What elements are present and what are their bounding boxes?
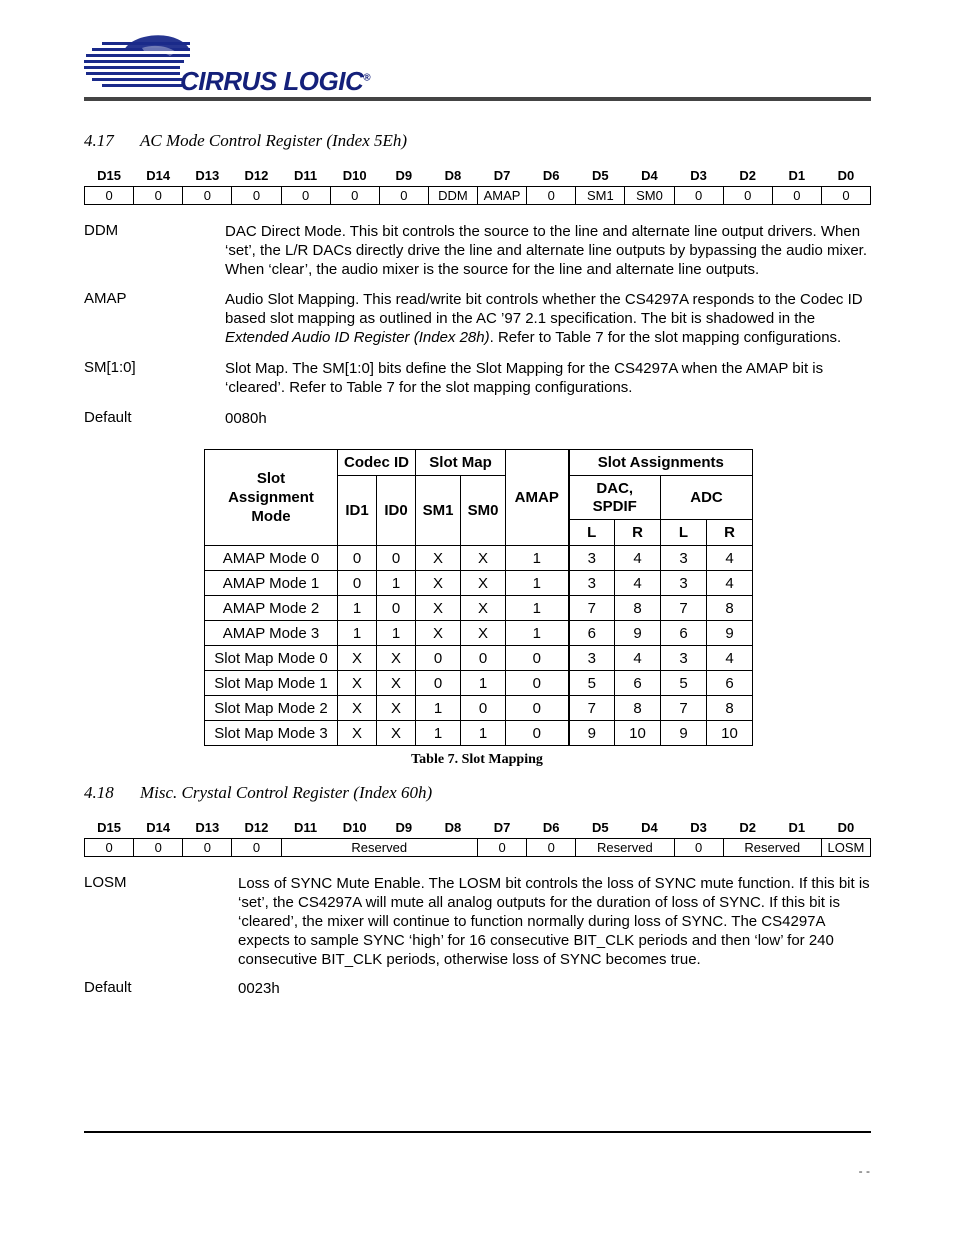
table-cell: X: [377, 696, 416, 721]
bit-value: Reserved: [576, 839, 674, 857]
table-cell: X: [338, 721, 377, 746]
table-cell: 0: [506, 721, 569, 746]
bit-header: D11: [293, 820, 318, 835]
header-sm0: SM0: [461, 476, 506, 546]
bit-header: D11: [293, 168, 318, 183]
table-cell: 8: [615, 596, 661, 621]
default-value-1: 0080h: [225, 410, 267, 427]
table-row: [205, 671, 753, 696]
bit-header: D13: [195, 820, 220, 835]
logo-wordmark: CIRRUS LOGIC®: [180, 66, 371, 96]
mode-name-cell: Slot Map Mode 2: [205, 696, 338, 721]
table-row: [205, 546, 753, 571]
bit-header: D4: [641, 168, 658, 183]
def-term-ddm: DDM: [84, 222, 119, 239]
table-cell: X: [461, 571, 506, 596]
table-cell: 7: [661, 596, 707, 621]
header-adc-l: L: [661, 520, 707, 546]
table-cell: 6: [569, 621, 615, 646]
bit-value: AMAP: [478, 187, 527, 205]
bit-value: 0: [379, 187, 428, 205]
bit-value: 0: [183, 187, 232, 205]
table-cell: 0: [338, 546, 377, 571]
bit-value: 0: [281, 187, 330, 205]
section-title-4-17: 4.17 AC Mode Control Register (Index 5Eh): [84, 131, 408, 150]
table-cell: 1: [506, 596, 569, 621]
bit-value: SM0: [625, 187, 674, 205]
bit-value: 0: [330, 187, 379, 205]
table-cell: 10: [707, 721, 753, 746]
table-cell: X: [416, 546, 461, 571]
table-cell: 10: [615, 721, 661, 746]
bit-value: 0: [134, 839, 183, 857]
page-number: - -: [858, 1164, 870, 1178]
mode-name-cell: Slot Map Mode 1: [205, 671, 338, 696]
table-cell: 4: [615, 546, 661, 571]
header-dac: DAC, SPDIF: [569, 476, 661, 520]
bit-header: D6: [542, 168, 560, 183]
table-cell: 0: [461, 696, 506, 721]
bit-value: DDM: [428, 187, 477, 205]
header-adc-r: R: [707, 520, 753, 546]
def-term-sm: SM[1:0]: [84, 359, 136, 376]
bit-value: 0: [674, 839, 723, 857]
bit-header: D13: [195, 168, 220, 183]
table-cell: 0: [416, 671, 461, 696]
header-adc: ADC: [661, 476, 753, 520]
bit-value: LOSM: [821, 839, 870, 857]
table-cell: X: [377, 721, 416, 746]
header-id1: ID1: [338, 476, 377, 546]
ac-mode-bit-table: [84, 168, 871, 205]
bit-header: D10: [342, 168, 367, 183]
bit-header: D12: [244, 168, 269, 183]
table-cell: X: [461, 546, 506, 571]
table-cell: 4: [707, 646, 753, 671]
header-slot-map: Slot Map: [416, 450, 506, 476]
table-cell: 5: [569, 671, 615, 696]
mode-name-cell: AMAP Mode 0: [205, 546, 338, 571]
bit-value: 0: [183, 839, 232, 857]
bit-value: 0: [723, 187, 772, 205]
bit-header: D15: [97, 820, 121, 835]
table-cell: 6: [661, 621, 707, 646]
bit-value: 0: [232, 187, 281, 205]
bit-header: D3: [690, 168, 707, 183]
section-title-4-18: 4.18 Misc. Crystal Control Register (Index 60h): [84, 783, 433, 802]
def-body-sm: Slot Map. The SM[1:0] bits define the Slot Mapping for the CS4297A when the AMAP bit is ‘cleared’. Refer to Table 7 for the slot mapping configurations.: [225, 360, 824, 396]
table-cell: X: [338, 646, 377, 671]
bit-value: 0: [674, 187, 723, 205]
def-term-losm: LOSM: [84, 874, 127, 891]
table-cell: 0: [377, 596, 416, 621]
bit-header: D2: [739, 820, 756, 835]
table-cell: 4: [615, 646, 661, 671]
bit-header: D1: [788, 820, 806, 835]
table-cell: 1: [461, 721, 506, 746]
table-cell: X: [338, 696, 377, 721]
table-caption: Table 7. Slot Mapping: [411, 752, 543, 767]
bit-header: D7: [493, 820, 511, 835]
bit-value: Reserved: [723, 839, 821, 857]
table-cell: 1: [416, 721, 461, 746]
bit-header: D14: [146, 820, 171, 835]
table-cell: 3: [569, 546, 615, 571]
table-cell: 9: [615, 621, 661, 646]
table-cell: 3: [569, 646, 615, 671]
bit-header: D8: [444, 168, 462, 183]
table-cell: 1: [416, 696, 461, 721]
bit-header: D14: [146, 168, 171, 183]
table-row: [205, 571, 753, 596]
table-cell: X: [461, 596, 506, 621]
table-row: [205, 721, 753, 746]
mode-name-cell: AMAP Mode 2: [205, 596, 338, 621]
bit-header: D9: [395, 820, 413, 835]
bit-header: D15: [97, 168, 121, 183]
bit-value: 0: [821, 187, 870, 205]
table-cell: 0: [461, 646, 506, 671]
bit-value: 0: [134, 187, 183, 205]
bit-value: 0: [527, 187, 576, 205]
header-amap: AMAP: [506, 450, 569, 546]
def-term-default-2: Default: [84, 979, 132, 996]
def-body-ddm: DAC Direct Mode. This bit controls the source to the line and alternate line output drivers. When ‘set’, the L/R DACs directly drive the line and alternate line outputs by bypassing the audio mixer. When ‘clear’, the audio mixer is the source for the line and alternate line outputs.: [225, 223, 868, 278]
table-cell: 9: [569, 721, 615, 746]
table-cell: 3: [661, 646, 707, 671]
table-cell: 0: [506, 696, 569, 721]
bit-value: Reserved: [281, 839, 478, 857]
bit-header: D1: [788, 168, 806, 183]
bit-header: D6: [542, 820, 560, 835]
bit-header: D10: [342, 820, 367, 835]
table-cell: 0: [377, 546, 416, 571]
table-cell: 1: [338, 621, 377, 646]
table-cell: 8: [707, 596, 753, 621]
def-body-amap: Audio Slot Mapping. This read/write bit controls whether the CS4297A responds to the Codec ID based slot mapping as outlined in the AC ’97 2.1 specification. The bit is shadowed in the Extended Audio ID Register (Index 28h). Refer to Table 7 for the slot mapping configurations.: [225, 291, 863, 346]
header-dac-r: R: [615, 520, 661, 546]
mode-name-cell: AMAP Mode 3: [205, 621, 338, 646]
bit-value: 0: [232, 839, 281, 857]
table-cell: X: [338, 671, 377, 696]
bit-header: D8: [444, 820, 462, 835]
table-cell: 1: [506, 571, 569, 596]
table-row: [205, 696, 753, 721]
table-cell: 8: [615, 696, 661, 721]
mode-name-cell: Slot Map Mode 3: [205, 721, 338, 746]
header-dac-l: L: [569, 520, 615, 546]
bit-value: 0: [772, 187, 821, 205]
bit-header: D5: [592, 168, 609, 183]
bit-value: 0: [85, 839, 134, 857]
table-row: [205, 646, 753, 671]
table-cell: X: [416, 571, 461, 596]
bit-value: 0: [85, 187, 134, 205]
table-row: [205, 621, 753, 646]
table-cell: 0: [506, 671, 569, 696]
table-cell: 1: [506, 546, 569, 571]
header-sm1: SM1: [416, 476, 461, 546]
table-cell: X: [377, 646, 416, 671]
bit-value: SM1: [576, 187, 625, 205]
table-cell: 0: [338, 571, 377, 596]
table-cell: 6: [615, 671, 661, 696]
bit-value: 0: [478, 839, 527, 857]
table-cell: 1: [338, 596, 377, 621]
table-cell: 3: [569, 571, 615, 596]
default-value-2: 0023h: [238, 980, 280, 997]
mode-name-cell: AMAP Mode 1: [205, 571, 338, 596]
bit-header: D12: [244, 820, 269, 835]
table-cell: 0: [506, 646, 569, 671]
table-cell: 6: [707, 671, 753, 696]
table-cell: 0: [416, 646, 461, 671]
bit-header: D3: [690, 820, 707, 835]
table-cell: 1: [377, 621, 416, 646]
table-cell: X: [416, 596, 461, 621]
table-cell: 4: [615, 571, 661, 596]
table-cell: 3: [661, 571, 707, 596]
header-rule: [84, 97, 871, 101]
bit-value: 0: [527, 839, 576, 857]
table-cell: 1: [461, 671, 506, 696]
def-term-default-1: Default: [84, 409, 132, 426]
header-codec-id: Codec ID: [338, 450, 416, 476]
table-cell: 1: [377, 571, 416, 596]
table-cell: 9: [707, 621, 753, 646]
table-row: [205, 596, 753, 621]
table-cell: 5: [661, 671, 707, 696]
table-cell: 3: [661, 546, 707, 571]
slot-mapping-table: [204, 449, 753, 746]
table-cell: X: [461, 621, 506, 646]
def-term-amap: AMAP: [84, 290, 127, 307]
def-body-losm: Loss of SYNC Mute Enable. The LOSM bit controls the loss of SYNC mute function. If this bit is ‘set’, the CS4297A will mute all analog outputs for the duration of loss of SYNC. If this bit is ‘cleared’, the mixer will continue to function normally during loss of SYNC. The CS4297A expects to sample SYNC ‘high’ for 16 consecutive BIT_CLK periods and then ‘low’ for 240 consecutive BIT_CLK periods, otherwise loss of SYNC becomes true.: [238, 875, 870, 968]
table-cell: 7: [661, 696, 707, 721]
table-cell: 1: [506, 621, 569, 646]
mode-name-cell: Slot Map Mode 0: [205, 646, 338, 671]
header-mode: Slot Assignment Mode: [205, 450, 338, 546]
table-cell: 4: [707, 571, 753, 596]
bit-header: D9: [395, 168, 413, 183]
table-cell: X: [416, 621, 461, 646]
table-cell: 4: [707, 546, 753, 571]
table-cell: 7: [569, 596, 615, 621]
table-cell: 7: [569, 696, 615, 721]
bit-header: D2: [739, 168, 756, 183]
bit-header: D4: [641, 820, 658, 835]
bit-header: D0: [837, 820, 855, 835]
header-slot-assignments: Slot Assignments: [569, 450, 753, 476]
header-id0: ID0: [377, 476, 416, 546]
footer-rule: [84, 1131, 871, 1133]
table-cell: X: [377, 671, 416, 696]
crystal-control-bit-table: [84, 820, 871, 857]
bit-header: D0: [837, 168, 855, 183]
table-cell: 9: [661, 721, 707, 746]
bit-header: D5: [592, 820, 609, 835]
bit-header: D7: [493, 168, 511, 183]
table-cell: 8: [707, 696, 753, 721]
